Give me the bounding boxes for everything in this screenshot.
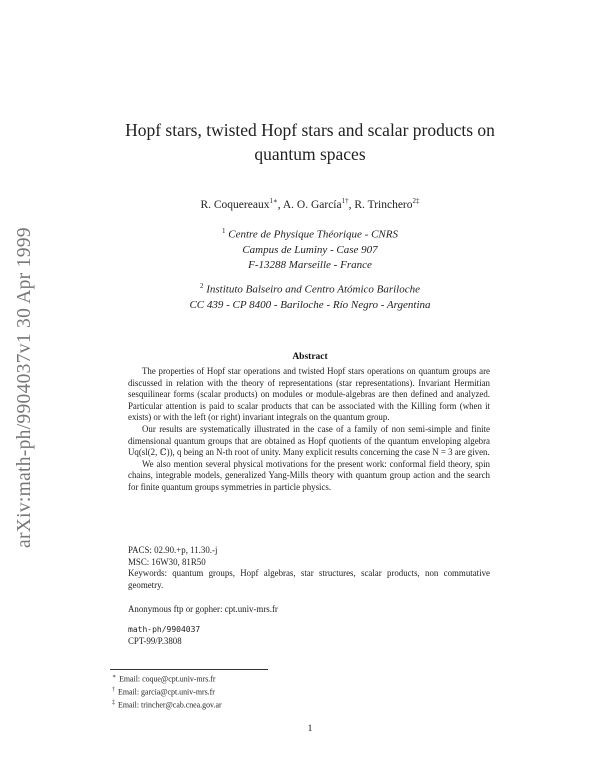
footnote-mark: ‡ [112, 700, 115, 707]
affiliation-number: 1 [221, 227, 226, 235]
author-name: A. O. García [282, 198, 342, 211]
author-mark: 2‡ [412, 197, 420, 205]
title-line-2: quantum spaces [254, 144, 366, 164]
footnote [112, 698, 222, 711]
pacs-codes: PACS: 02.90.+p, 11.30.-j [128, 545, 218, 555]
arxiv-identifier-stamp: arXiv:math-ph/9904037v1 30 Apr 1999 [14, 227, 35, 548]
footnote-rule [110, 669, 268, 670]
abstract-heading: Abstract [292, 352, 328, 362]
cpt-report-number: CPT-99/P.3808 [128, 635, 182, 646]
affiliation-line: Campus de Luminy - Case 907 [242, 243, 378, 256]
footnote [112, 672, 222, 685]
page-number: 1 [307, 724, 313, 734]
msc-codes: MSC: 16W30, 81R50 [128, 556, 206, 567]
footnote-email: Email: coque@cpt.univ-mrs.fr [119, 674, 216, 684]
affiliation-2 [100, 279, 520, 313]
footnotes [112, 672, 222, 711]
footnote-email: Email: trincher@cab.cnea.gov.ar [118, 700, 222, 710]
abstract-body [128, 366, 490, 494]
report-identifiers [128, 624, 200, 647]
footnote-email: Email: garcia@cpt.univ-mrs.fr [118, 687, 215, 697]
footnote-mark: ∗ [112, 674, 117, 680]
author-name: R. Coquereaux [200, 198, 270, 211]
abstract-paragraph: Our results are systematically illustrated in the case of a family of non semi-simple and finite dimensional quantum groups that are obtained as Hopf quotients of the quantum enveloping algebra Uq(sl(2, ℂ)), q being an N-th root of unity. Many explicit results concerning the case N = 3 are given. [128, 423, 490, 458]
affiliation-line: F-13288 Marseille - France [248, 258, 372, 271]
keywords: Keywords: quantum groups, Hopf algebras, star structures, scalar products, non commutative geometry. [128, 568, 490, 590]
ftp-info: Anonymous ftp or gopher: cpt.univ-mrs.fr [128, 604, 278, 614]
title-line-1: Hopf stars, twisted Hopf stars and scalar products on [125, 120, 495, 140]
affiliation-line: Instituto Balseiro and Centro Atómico Bariloche [206, 283, 421, 296]
abstract-paragraph: The properties of Hopf star operations and twisted Hopf stars operations on quantum groups are discussed in relation with the theory of representations (star representations). Invariant Hermitian sesquilinear forms (scalar products) on modules or module-algebras are then defined and analyzed. Particular attention is paid to scalar products that can be associated with the Killing form (when it exists) or with the left (or right) invariant integrals on the quantum group. [128, 366, 490, 423]
paper-title [100, 118, 520, 166]
footnote [112, 685, 222, 698]
affiliation-number: 2 [199, 282, 204, 290]
footnote-mark: † [112, 687, 115, 694]
author-mark: 1† [341, 197, 349, 205]
affiliation-line: Centre de Physique Théorique - CNRS [228, 228, 398, 241]
author-mark: 1∗ [269, 197, 278, 205]
abstract-paragraph: We also mention several physical motivations for the present work: conformal field theory, spin chains, integrable models, generalized Yang-Mills theory with quantum group action and the search for finite quantum groups symmetries in particle physics. [128, 458, 490, 492]
author-list: R. Coquereaux$^{1∗}$, A. O. García$^{1\dagger}$, R. Trinchero$^{2\ddagger}$ [200, 197, 420, 211]
arxiv-number: math-ph/9904037 [128, 625, 201, 634]
author-name: R. Trinchero [354, 198, 413, 211]
affiliation-1 [100, 224, 520, 273]
classification-block [128, 545, 490, 591]
affiliation-line: CC 439 - CP 8400 - Bariloche - Río Negro - Argentina [189, 298, 431, 311]
